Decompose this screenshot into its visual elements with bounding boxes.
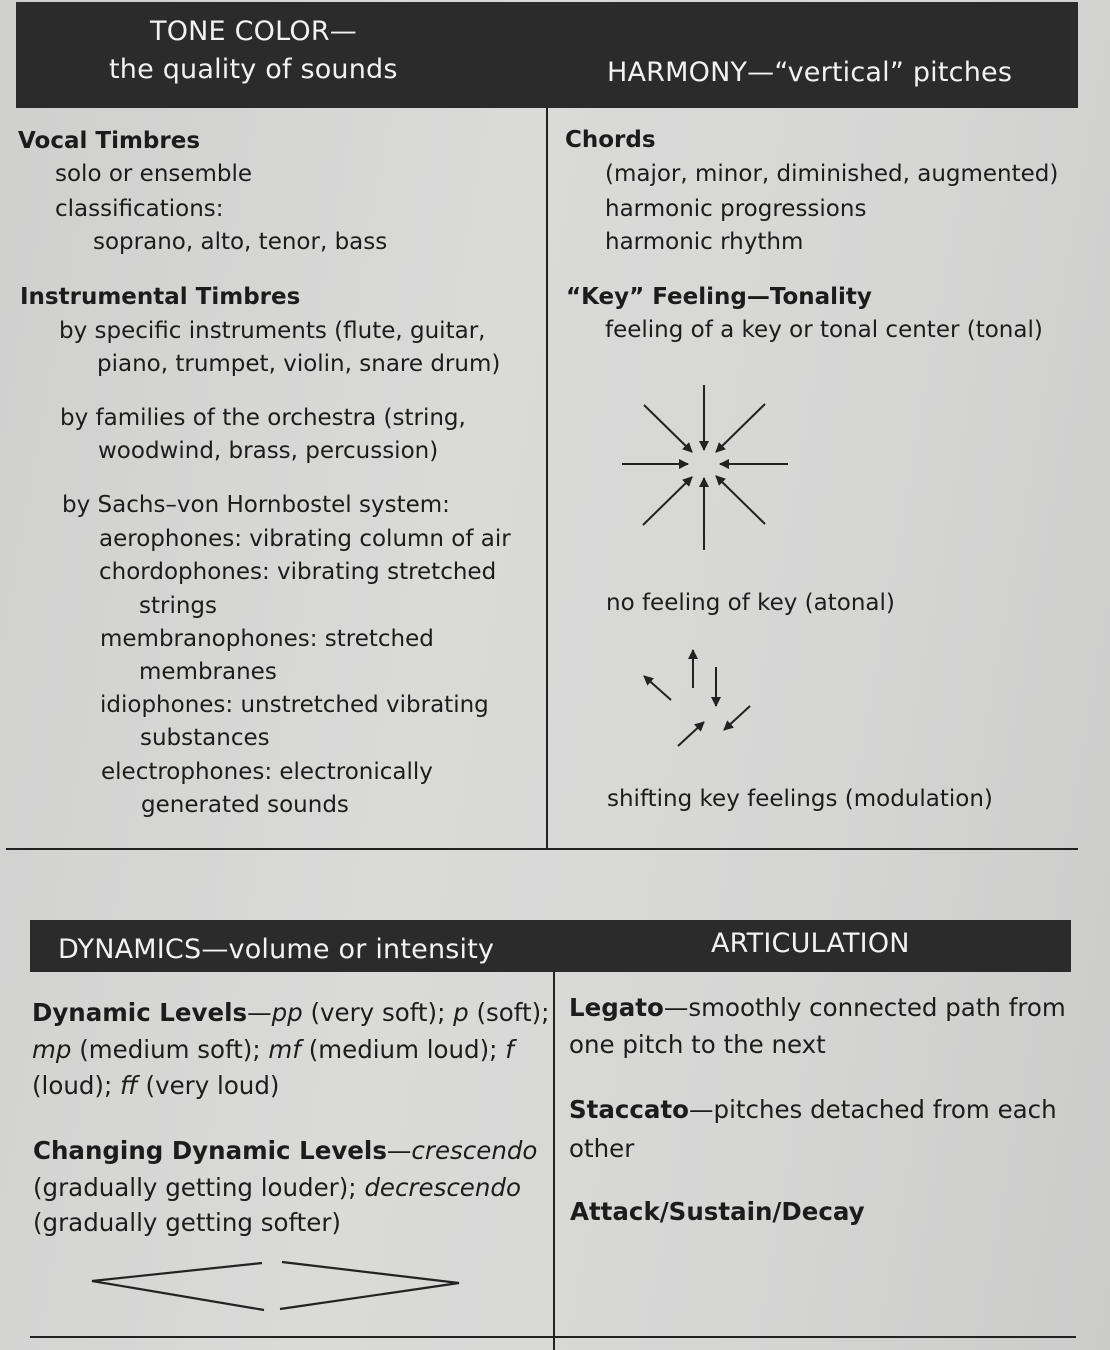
articulation-header: ARTICULATION	[711, 928, 910, 959]
dynamics-marking: ff	[120, 1071, 138, 1100]
dynamics-marking: p	[453, 998, 469, 1027]
instrumental-line: by families of the orchestra (string,	[60, 405, 466, 431]
dynamics-marking: crescendo	[411, 1136, 538, 1165]
harmony-header: HARMONY—“vertical” pitches	[607, 57, 1013, 88]
bottom-section-rule	[30, 1336, 1076, 1338]
dynamics-text: (medium loud);	[300, 1035, 506, 1064]
instrumental-line: by Sachs–von Hornbostel system:	[62, 492, 450, 518]
instrumental-line: by specific instruments (flute, guitar,	[59, 318, 486, 344]
dynamics-marking: mf	[268, 1035, 301, 1064]
vocal-item: soprano, alto, tenor, bass	[93, 229, 388, 255]
dynamic-levels-line1	[32, 998, 550, 1027]
chords-item: harmonic rhythm	[605, 229, 804, 255]
legato-line2: one pitch to the next	[569, 1030, 826, 1059]
chords-title: Chords	[565, 127, 656, 153]
changing-dynamic-levels-title: Changing Dynamic Levels	[33, 1136, 387, 1165]
changing-dynamics-line1	[33, 1136, 538, 1165]
vocal-item: solo or ensemble	[55, 161, 253, 187]
instrumental-line: chordophones: vibrating stretched	[99, 559, 497, 585]
top-section-bottom-rule	[6, 848, 1078, 850]
dynamics-text: (loud);	[32, 1071, 121, 1100]
staccato-line2: other	[569, 1134, 635, 1163]
dynamics-marking: pp	[271, 998, 303, 1027]
legato-line1	[569, 993, 1066, 1022]
vocal-item: classifications:	[55, 196, 224, 222]
instrumental-line: electrophones: electronically	[101, 759, 433, 785]
dynamics-marking: mp	[32, 1035, 72, 1064]
dynamics-text: —	[386, 1136, 412, 1165]
tone-color-header-line2: the quality of sounds	[109, 54, 398, 85]
dynamic-levels-title: Dynamic Levels	[32, 998, 248, 1027]
instrumental-line: idiophones: unstretched vibrating	[100, 692, 489, 718]
tone-color-header-line1: TONE COLOR—	[150, 16, 357, 47]
key-item-atonal: no feeling of key (atonal)	[606, 590, 895, 616]
staccato-desc: —pitches detached from each	[689, 1095, 1057, 1124]
chords-item: harmonic progressions	[605, 196, 867, 222]
dynamics-text: (medium soft);	[71, 1035, 269, 1064]
top-column-divider	[546, 108, 548, 850]
dynamics-text: (gradually getting softer)	[33, 1208, 341, 1237]
instrumental-line: strings	[139, 593, 218, 619]
staccato-title: Staccato	[569, 1095, 690, 1124]
changing-dynamics-line2	[33, 1173, 521, 1202]
vocal-timbres-title: Vocal Timbres	[18, 128, 201, 154]
dynamic-levels-line3	[32, 1071, 280, 1100]
top-header-bar	[16, 2, 1078, 108]
dynamics-text: (very loud)	[137, 1071, 280, 1100]
instrumental-timbres-title: Instrumental Timbres	[20, 284, 301, 310]
bottom-column-divider	[553, 972, 555, 1350]
legato-title: Legato	[569, 993, 664, 1022]
key-item-tonal: feeling of a key or tonal center (tonal)	[605, 317, 1043, 343]
instrumental-line: membranes	[139, 659, 277, 685]
instrumental-line: generated sounds	[141, 792, 349, 818]
instrumental-line: membranophones: stretched	[100, 626, 434, 652]
dynamics-text: (gradually getting louder);	[33, 1173, 365, 1202]
instrumental-line: woodwind, brass, percussion)	[98, 438, 439, 464]
staccato-line1	[569, 1095, 1057, 1124]
bottom-header-bar	[30, 920, 1071, 972]
dynamic-levels-line2	[32, 1035, 514, 1064]
dynamics-marking: f	[505, 1035, 514, 1064]
dynamics-text: (soft);	[468, 998, 550, 1027]
dynamics-text: (very soft);	[302, 998, 454, 1027]
instrumental-line: aerophones: vibrating column of air	[99, 526, 511, 552]
dynamics-header: DYNAMICS—volume or intensity	[58, 934, 495, 965]
key-feeling-title: “Key” Feeling—Tonality	[566, 284, 872, 310]
legato-desc: —smoothly connected path from	[663, 993, 1066, 1022]
chords-item: (major, minor, diminished, augmented)	[605, 161, 1059, 187]
instrumental-line: substances	[140, 725, 270, 751]
key-item-modulation: shifting key feelings (modulation)	[607, 786, 993, 812]
instrumental-line: piano, trumpet, violin, snare drum)	[97, 351, 501, 377]
attack-sustain-decay-title: Attack/Sustain/Decay	[570, 1197, 865, 1226]
changing-dynamics-line3	[33, 1208, 341, 1237]
dynamics-marking: decrescendo	[364, 1173, 521, 1202]
dynamics-text: —	[247, 998, 272, 1027]
